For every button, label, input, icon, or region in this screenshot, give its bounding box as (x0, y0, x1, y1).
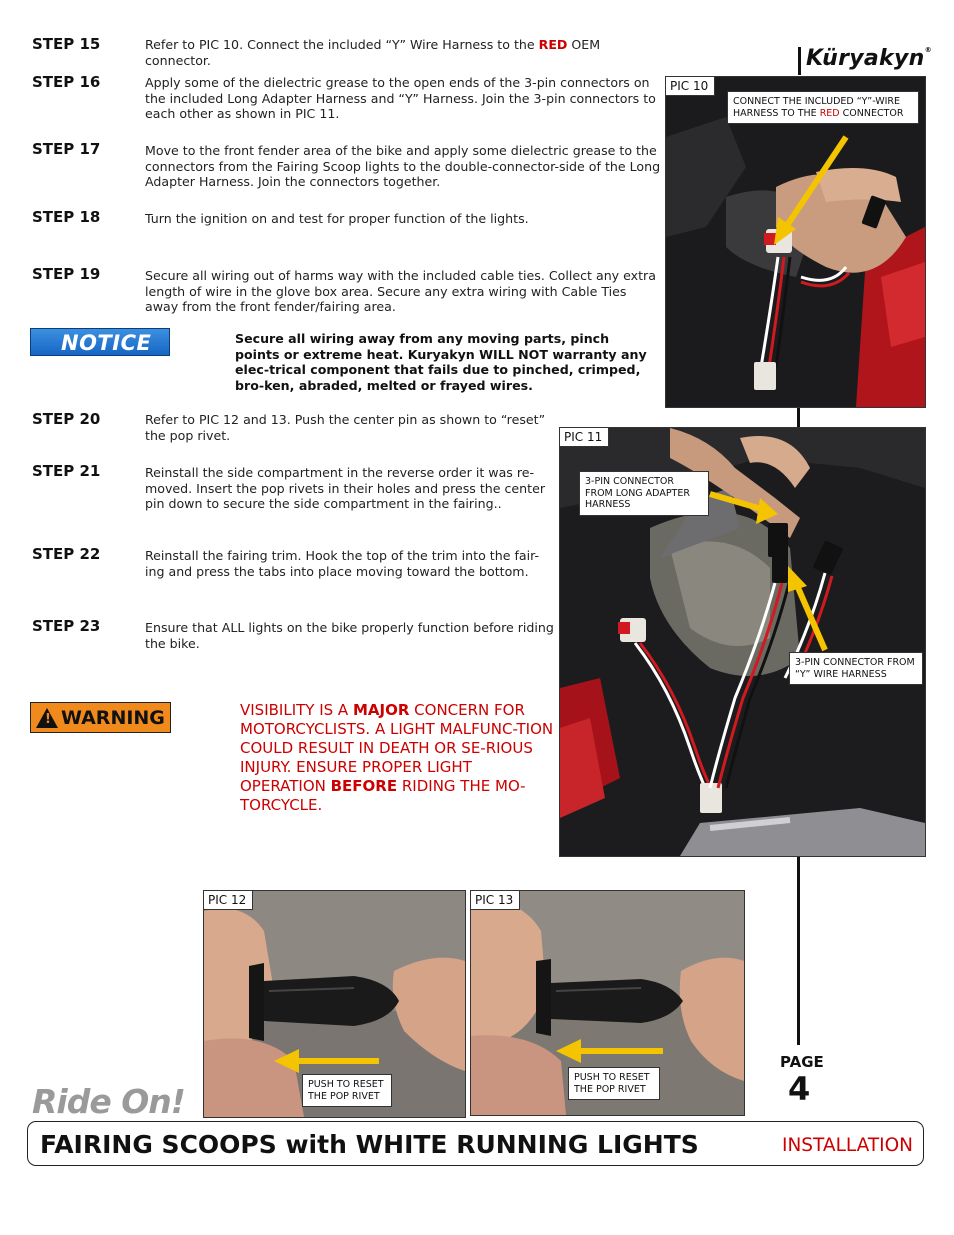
logo-bar (798, 47, 801, 75)
pic-10-photo (665, 76, 926, 408)
step-17-label: STEP 17 (32, 140, 101, 158)
step-23-text: Ensure that ALL lights on the bike properly function before riding the bike. (145, 620, 554, 651)
pic-13-tag: PIC 13 (471, 891, 520, 910)
pic-12-callout: PUSH TO RESET THE POP RIVET (302, 1074, 392, 1107)
pic-11-callout-y-harness: 3-PIN CONNECTOR FROM “Y” WIRE HARNESS (789, 652, 923, 685)
step-19-label: STEP 19 (32, 265, 101, 283)
warning-triangle-icon: ! (36, 708, 58, 728)
logo-text: Küryakyn® (806, 46, 932, 71)
pic-13-callout: PUSH TO RESET THE POP RIVET (568, 1067, 660, 1100)
step-15-label: STEP 15 (32, 35, 101, 53)
step-16-text: Apply some of the dielectric grease to the open ends of the 3-pin connectors on the included Long Adapter Harness and “Y” Harness. Join the 3-pin connectors to each other as shown in PIC 11. (145, 75, 656, 122)
pic-13-photo (470, 890, 745, 1116)
warning-badge: ! WARNING (30, 702, 171, 733)
pic-11-photo (559, 427, 926, 857)
page-label: PAGE (780, 1053, 824, 1071)
step-21-label: STEP 21 (32, 462, 101, 480)
ride-on-tagline: Ride On! (32, 1082, 185, 1121)
step-16-label: STEP 16 (32, 73, 101, 91)
notice-badge: NOTICE (30, 328, 170, 356)
step-15-text: Refer to PIC 10. Connect the included “Y” Wire Harness to the RED OEM connector. (145, 37, 601, 68)
step-22-text: Reinstall the fairing trim. Hook the top of the trim into the fair-ing and press the tabs into place moving toward the bottom. (145, 548, 540, 579)
step-23-label: STEP 23 (32, 617, 101, 635)
notice-text: Secure all wiring away from any moving parts, pinch points or extreme heat. Kuryakyn WILL NOT warranty any elec-trical component that fails due to pinched, crimped, bro-ken, abraded, melted or frayed wires. (235, 331, 647, 393)
step-18-text: Turn the ignition on and test for proper function of the lights. (145, 211, 529, 226)
divider-line (797, 855, 800, 1045)
divider-line (797, 406, 800, 428)
step-22-label: STEP 22 (32, 545, 101, 563)
step-20-text: Refer to PIC 12 and 13. Push the center pin as shown to “reset” the pop rivet. (145, 412, 546, 443)
pic-10-illustration (666, 77, 925, 407)
pic-10-callout: CONNECT THE INCLUDED “Y”-WIRE HARNESS TO THE RED CONNECTOR (727, 91, 919, 124)
page-number: 4 (788, 1070, 811, 1108)
step-20-label: STEP 20 (32, 410, 101, 428)
step-17-text: Move to the front fender area of the bike and apply some dielectric grease to the connectors from the Fairing Scoop lights to the double-connector-side of the Long Adapter Harness. Join the connectors together. (145, 143, 661, 190)
pic-10-tag: PIC 10 (666, 77, 715, 96)
step-21-text: Reinstall the side compartment in the reverse order it was re-moved. Insert the pop rivets in their holes and press the center pin down to secure the side compartment in the fairing.. (145, 465, 546, 512)
step-19-text: Secure all wiring out of harms way with the included cable ties. Collect any extra length of wire in the glove box area. Secure any extra wiring with Cable Ties away from the front fender/fairing area. (145, 268, 656, 315)
pic-11-callout-long-adapter: 3-PIN CONNECTOR FROM LONG ADAPTER HARNESS (579, 471, 709, 516)
warning-text: VISIBILITY IS A MAJOR CONCERN FOR MOTORCYCLISTS. A LIGHT MALFUNC-TION COULD RESULT IN DEATH OR SE-RIOUS INJURY. ENSURE PROPER LIGHT OPERATION BEFORE RIDING THE MO-TORCYCLE. (240, 701, 554, 814)
title-bar (27, 1121, 924, 1166)
pic-12-photo (203, 890, 466, 1118)
document-subtitle: INSTALLATION (782, 1135, 913, 1156)
document-title: FAIRING SCOOPS with WHITE RUNNING LIGHTS (40, 1130, 699, 1159)
step-18-label: STEP 18 (32, 208, 101, 226)
pic-11-tag: PIC 11 (560, 428, 609, 447)
pic-12-tag: PIC 12 (204, 891, 253, 910)
